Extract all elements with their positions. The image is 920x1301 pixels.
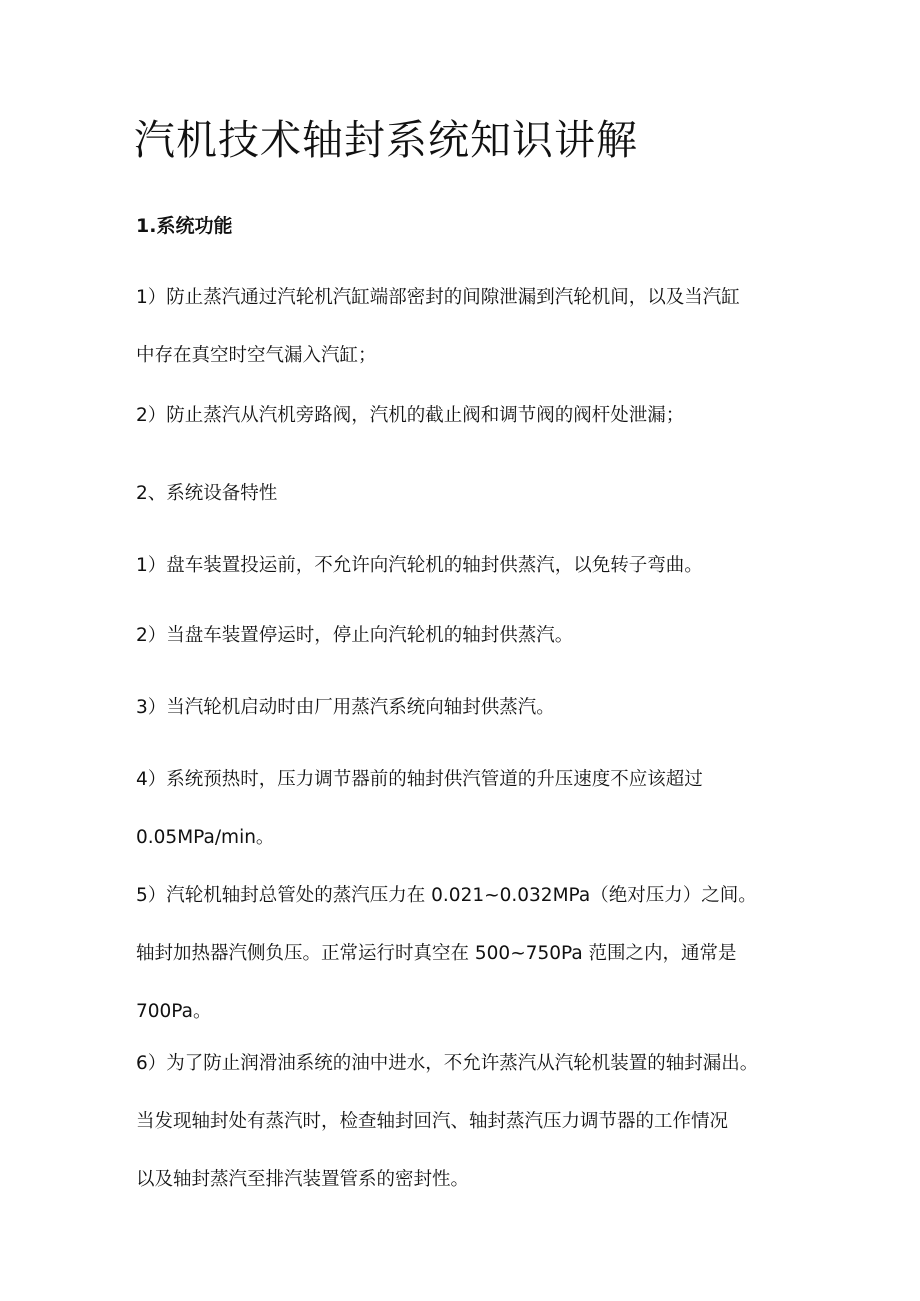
paragraph-line: 6）为了防止润滑油系统的油中进水，不允许蒸汽从汽轮机装置的轴封漏出。	[136, 1053, 759, 1074]
paragraph-line: 0.05MPa/min。	[136, 827, 275, 848]
paragraph-characteristic-1	[136, 552, 703, 580]
paragraph-line: 2）当盘车装置停运时，停止向汽轮机的轴封供蒸汽。	[136, 625, 574, 646]
paragraph-line: 4）系统预热时，压力调节器前的轴封供汽管道的升压速度不应该超过	[136, 769, 703, 790]
section-heading-system-function: 1.系统功能	[136, 215, 233, 237]
paragraph-characteristic-4	[136, 766, 703, 852]
paragraph-line: 中存在真空时空气漏入汽缸；	[136, 345, 377, 366]
paragraph-characteristic-2	[136, 622, 573, 650]
paragraph-line: 2）防止蒸汽从汽机旁路阀，汽机的截止阀和调节阀的阀杆处泄漏；	[136, 405, 685, 426]
paragraph-characteristic-6	[136, 1050, 758, 1194]
paragraph-line: 700Pa。	[136, 1001, 212, 1022]
paragraph-characteristic-5	[136, 882, 757, 1026]
document-title: 汽机技术轴封系统知识讲解	[134, 116, 638, 164]
paragraph-line: 1）防止蒸汽通过汽轮机汽缸端部密封的间隙泄漏到汽轮机间，以及当汽缸	[136, 287, 740, 308]
paragraph-function-2	[136, 402, 684, 430]
paragraph-characteristic-3	[136, 694, 555, 722]
paragraph-line: 当发现轴封处有蒸汽时，检查轴封回汽、轴封蒸汽压力调节器的工作情况	[136, 1111, 729, 1132]
paragraph-function-1	[136, 284, 740, 370]
paragraph-line: 5）汽轮机轴封总管处的蒸汽压力在 0.021~0.032MPa（绝对压力）之间。	[136, 885, 757, 906]
paragraph-line: 以及轴封蒸汽至排汽装置管系的密封性。	[136, 1169, 470, 1190]
paragraph-line: 轴封加热器汽侧负压。正常运行时真空在 500~750Pa 范围之内，通常是	[136, 943, 737, 964]
paragraph-line: 3）当汽轮机启动时由厂用蒸汽系统向轴封供蒸汽。	[136, 697, 555, 718]
paragraph-line: 1）盘车装置投运前，不允许向汽轮机的轴封供蒸汽，以免转子弯曲。	[136, 555, 703, 576]
paragraph-line: 2、系统设备特性	[136, 483, 278, 504]
section-heading-equipment-characteristics	[136, 480, 277, 508]
